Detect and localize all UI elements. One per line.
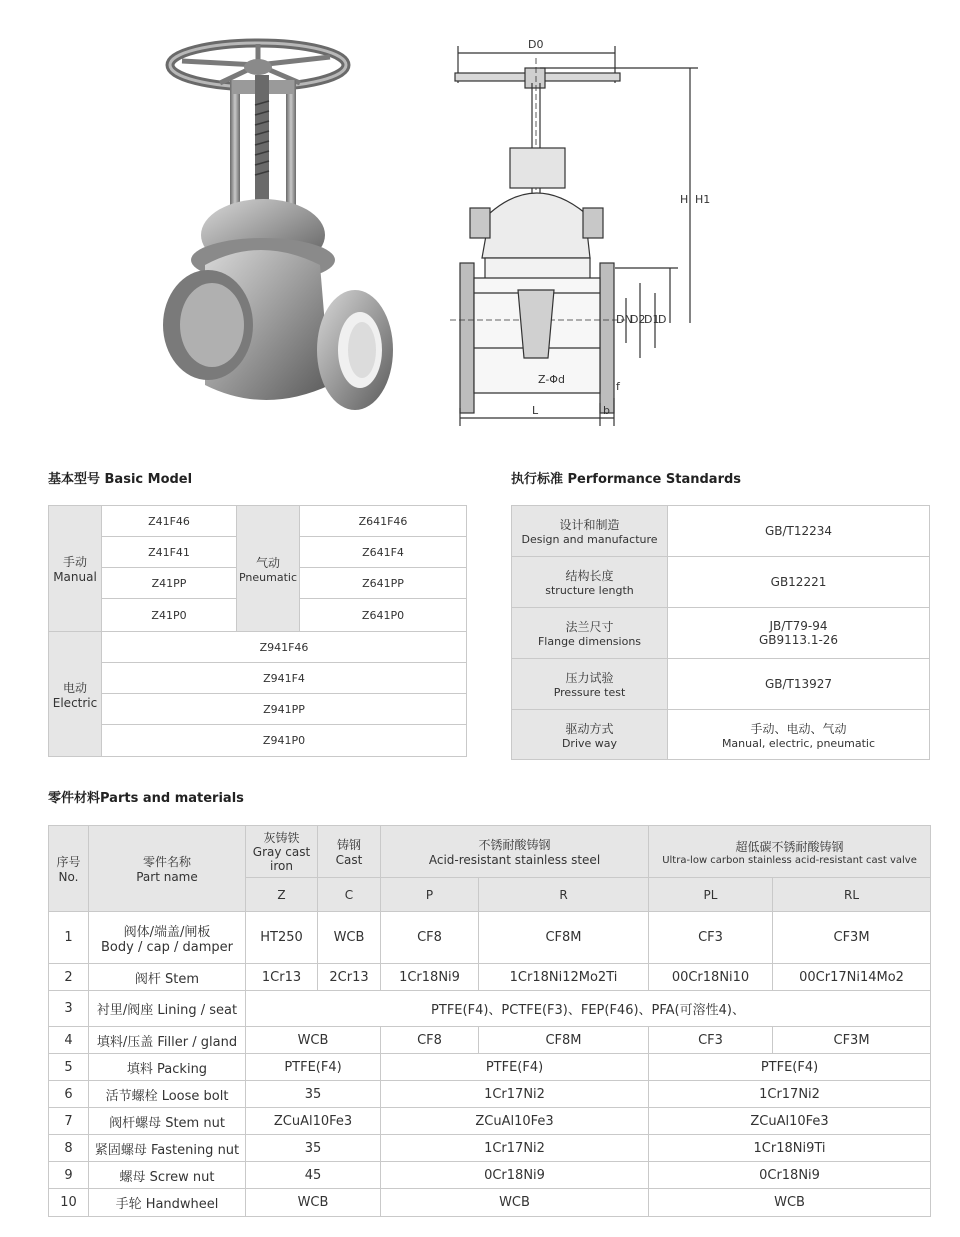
table-row <box>49 912 931 964</box>
col-steel-en: Cast <box>335 853 363 867</box>
cell: 1Cr18Ni12Mo2Ti <box>479 964 649 991</box>
cell: 1Cr13 <box>246 964 318 991</box>
perf-label-cn: 法兰尺寸 <box>565 620 614 634</box>
row-no: 3 <box>49 991 89 1027</box>
col-gray-cn: 灰铸铁 <box>263 830 300 845</box>
cell: WCB <box>246 1189 381 1217</box>
perf-label-en: structure length <box>545 584 634 597</box>
col-steel-header <box>318 826 381 878</box>
cell: CF3 <box>649 1027 773 1054</box>
perf-label-cn: 结构长度 <box>565 569 614 583</box>
row-no: 2 <box>49 964 89 991</box>
dim-d1: D1 <box>644 313 660 326</box>
electric-cn: 电动 <box>62 680 87 695</box>
cell: 1Cr17Ni2 <box>381 1081 649 1108</box>
code-cell: P <box>381 878 479 912</box>
model-cell: Z941F46 <box>102 632 467 663</box>
col-acid-cn: 不锈耐酸铸钢 <box>478 838 551 852</box>
row-name: 衬里/阀座 Lining / seat <box>89 991 246 1027</box>
cell: WCB <box>246 1027 381 1054</box>
cell: PTFE(F4) <box>381 1054 649 1081</box>
parts-title: 零件材料Parts and materials <box>48 791 244 806</box>
perf-label-cell <box>512 710 668 760</box>
table-row <box>49 1027 931 1054</box>
cell: PTFE(F4) <box>246 1054 381 1081</box>
electric-label-cell <box>49 632 102 757</box>
perf-value-line: 手动、电动、气动 <box>750 721 847 736</box>
row-name: 填料 Packing <box>89 1054 246 1081</box>
table-row <box>49 1054 931 1081</box>
cell: 1Cr18Ni9 <box>381 964 479 991</box>
cell: CF3M <box>773 1027 931 1054</box>
col-ultra-en: Ultra-low carbon stainless acid-resistant cast valve <box>662 854 917 866</box>
model-cell: Z641F4 <box>300 537 467 568</box>
cell: 45 <box>246 1162 381 1189</box>
table-row <box>49 964 931 991</box>
dim-l: L <box>532 404 539 417</box>
col-name-cn: 零件名称 <box>142 855 191 869</box>
table-row <box>49 1135 931 1162</box>
row-no: 10 <box>49 1189 89 1217</box>
table-row <box>49 1108 931 1135</box>
perf-label-en: Pressure test <box>553 686 626 699</box>
cell: ZCuAl10Fe3 <box>381 1108 649 1135</box>
cell: CF8 <box>381 1027 479 1054</box>
row-name-line: Body / cap / damper <box>101 939 233 955</box>
cell: 00Cr17Ni14Mo2 <box>773 964 931 991</box>
col-no-header <box>49 826 89 912</box>
code-cell: RL <box>773 878 931 912</box>
col-acid-en: Acid-resistant stainless steel <box>428 853 601 867</box>
col-steel-cn: 铸钢 <box>336 838 361 852</box>
model-cell: Z941F4 <box>102 663 467 694</box>
dim-h: H <box>680 193 689 206</box>
row-no: 5 <box>49 1054 89 1081</box>
perf-label-en: Design and manufacture <box>521 533 658 546</box>
code-cell: R <box>479 878 649 912</box>
perf-label-cell <box>512 557 668 608</box>
model-cell: Z41PP <box>102 568 237 599</box>
cell: WCB <box>318 912 381 964</box>
parts-table <box>48 825 931 1217</box>
basic-model-table <box>48 505 467 757</box>
cell: CF3M <box>773 912 931 964</box>
cell: 1Cr17Ni2 <box>381 1135 649 1162</box>
dim-d2: D2 <box>630 313 646 326</box>
perf-label-cell <box>512 608 668 659</box>
row-name: 活节螺栓 Loose bolt <box>89 1081 246 1108</box>
cell: 0Cr18Ni9 <box>381 1162 649 1189</box>
row-name: 手轮 Handwheel <box>89 1189 246 1217</box>
manual-cn: 手动 <box>62 555 87 569</box>
row-name: 螺母 Screw nut <box>89 1162 246 1189</box>
perf-value-line: Manual, electric, pneumatic <box>721 736 876 750</box>
cell: HT250 <box>246 912 318 964</box>
cell: PTFE(F4)、PCTFE(F3)、FEP(F46)、PFA(可溶性4)、 <box>246 991 931 1027</box>
dim-f: f <box>616 380 620 393</box>
row-name: 阀杆螺母 Stem nut <box>89 1108 246 1135</box>
pneumatic-label-cell <box>237 506 300 632</box>
col-ultra-header <box>649 826 931 878</box>
perf-value: GB/T13927 <box>668 659 930 710</box>
perf-value: GB12221 <box>668 557 930 608</box>
dim-dn: DN <box>616 313 633 326</box>
basic-model-title: 基本型号 Basic Model <box>48 472 193 487</box>
perf-value-line: GB9113.1-26 <box>758 633 839 647</box>
table-row <box>49 991 931 1027</box>
code-cell: C <box>318 878 381 912</box>
model-cell: Z41F41 <box>102 537 237 568</box>
cell: CF8M <box>479 912 649 964</box>
cell: 35 <box>246 1081 381 1108</box>
table-row <box>49 1189 931 1217</box>
code-cell: PL <box>649 878 773 912</box>
performance-table <box>511 505 930 760</box>
col-name-header <box>89 826 246 912</box>
model-cell: Z41F46 <box>102 506 237 537</box>
row-name: 紧固螺母 Fastening nut <box>89 1135 246 1162</box>
model-cell: Z41P0 <box>102 599 237 632</box>
col-name-en: Part name <box>136 870 198 884</box>
cell: 35 <box>246 1135 381 1162</box>
dim-b: b <box>603 404 610 417</box>
perf-label-cell <box>512 506 668 557</box>
perf-label-cell <box>512 659 668 710</box>
dim-d: D <box>658 313 667 326</box>
perf-label-cn: 驱动方式 <box>565 721 614 736</box>
model-cell: Z941P0 <box>102 725 467 757</box>
cell: CF3 <box>649 912 773 964</box>
row-no: 6 <box>49 1081 89 1108</box>
perf-label-cn: 设计和制造 <box>559 518 620 532</box>
col-gray-en2: iron <box>270 858 293 873</box>
perf-value-line: JB/T79-94 <box>769 619 828 633</box>
col-gray-header <box>246 826 318 878</box>
col-acid-header <box>381 826 649 878</box>
dim-d0: D0 <box>528 38 544 51</box>
cell: PTFE(F4) <box>649 1054 931 1081</box>
row-no: 1 <box>49 912 89 964</box>
perf-label-cn: 压力试验 <box>565 671 614 685</box>
model-cell: Z641P0 <box>300 599 467 632</box>
cell: 00Cr18Ni10 <box>649 964 773 991</box>
col-gray-en1: Gray cast <box>252 844 311 859</box>
performance-title: 执行标准 Performance Standards <box>511 472 742 487</box>
table-row <box>49 1162 931 1189</box>
pneumatic-cn: 气动 <box>255 555 280 570</box>
cell: 0Cr18Ni9 <box>649 1162 931 1189</box>
cell: ZCuAl10Fe3 <box>649 1108 931 1135</box>
perf-value <box>668 710 930 760</box>
perf-value <box>668 608 930 659</box>
cell: CF8M <box>479 1027 649 1054</box>
row-no: 4 <box>49 1027 89 1054</box>
cell: WCB <box>381 1189 649 1217</box>
cell: WCB <box>649 1189 931 1217</box>
code-cell: Z <box>246 878 318 912</box>
row-name: 填料/压盖 Filler / gland <box>89 1027 246 1054</box>
cell: CF8 <box>381 912 479 964</box>
row-name-line: 阀体/端盖/闸板 <box>123 924 211 940</box>
model-cell: Z641F46 <box>300 506 467 537</box>
pneumatic-en: Pneumatic <box>238 570 298 584</box>
electric-en: Electric <box>52 695 98 710</box>
col-ultra-cn: 超低碳不锈耐酸铸钢 <box>735 839 844 854</box>
row-name <box>89 912 246 964</box>
cell: 1Cr17Ni2 <box>649 1081 931 1108</box>
cell: 2Cr13 <box>318 964 381 991</box>
table-row <box>49 1081 931 1108</box>
manual-label-cell <box>49 506 102 632</box>
model-cell: Z941PP <box>102 694 467 725</box>
cell: 1Cr18Ni9Ti <box>649 1135 931 1162</box>
perf-label-en: Drive way <box>561 736 618 750</box>
cell: ZCuAl10Fe3 <box>246 1108 381 1135</box>
dim-h1: H1 <box>695 193 711 206</box>
col-no-cn: 序号 <box>56 855 81 869</box>
row-name: 阀杆 Stem <box>89 964 246 991</box>
row-no: 7 <box>49 1108 89 1135</box>
perf-label-en: Flange dimensions <box>537 635 642 648</box>
col-no-en: No. <box>58 870 79 884</box>
valve-photo <box>160 35 400 430</box>
manual-en: Manual <box>53 570 97 584</box>
row-no: 9 <box>49 1162 89 1189</box>
row-no: 8 <box>49 1135 89 1162</box>
valve-drawing <box>440 28 730 438</box>
perf-value: GB/T12234 <box>668 506 930 557</box>
model-cell: Z641PP <box>300 568 467 599</box>
dim-z-phi-d: Z-Φd <box>538 373 565 386</box>
